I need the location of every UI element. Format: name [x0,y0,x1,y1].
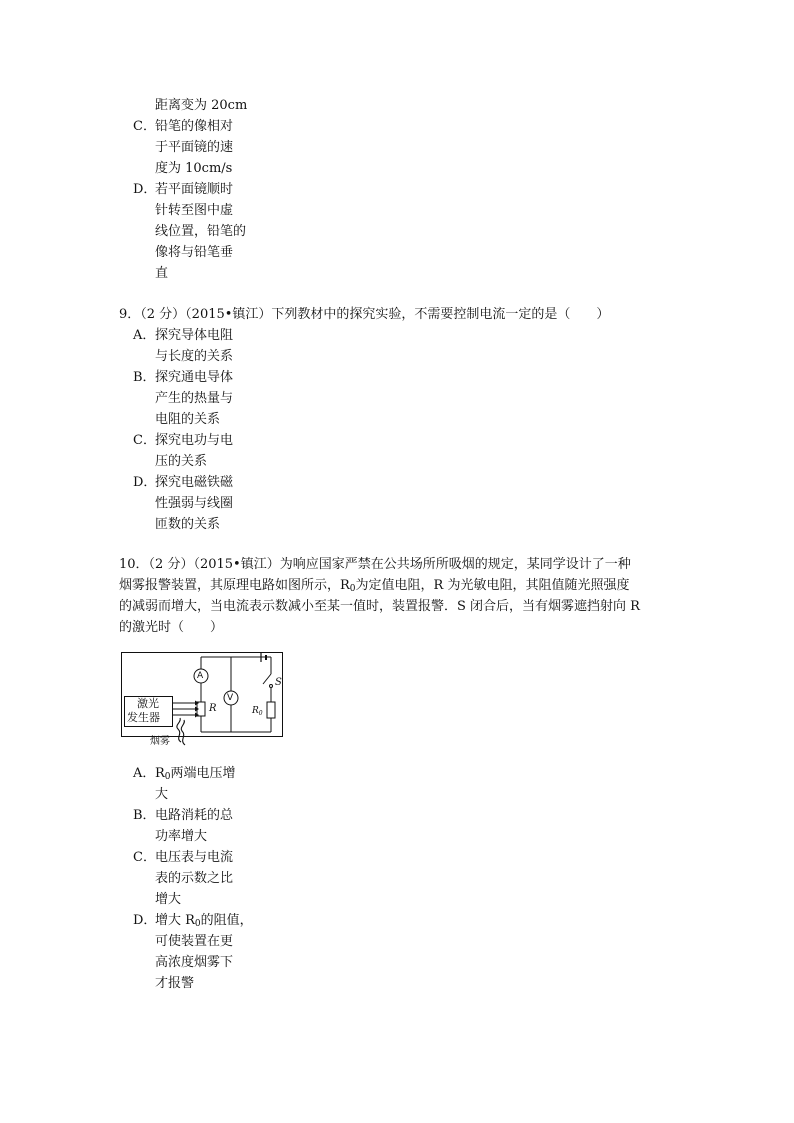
option-label: B． [133,370,156,385]
r0-sub: 0 [258,710,263,717]
q8-option-c [133,117,233,137]
option-text: 电压表与电流 [155,850,234,865]
q8-option-d-line: 像将与铅笔垂 [155,245,234,260]
resistor-r0-label [252,704,263,721]
q9-option-a [133,326,233,346]
voltmeter-label: V [227,693,234,703]
q10-stem-line: 的激光时（ ） [119,620,224,635]
option-text: 电路消耗的总 [155,808,234,823]
q10-option-c [133,848,233,868]
q10-option-d [133,911,253,931]
option-label: A． [133,328,156,343]
q10-option-c-line: 增大 [155,892,182,907]
laser-label-line2: 发生器 [127,711,160,724]
q10-option-d-line: 才报警 [155,976,195,991]
q8-option-c-line: 于平面镜的速 [155,140,234,155]
option-text [155,766,236,781]
subscript: 0 [164,772,171,782]
q8-option-d [133,180,233,200]
option-label: C． [133,850,156,865]
q9-option-b-line: 电阻的关系 [155,412,221,427]
stem-text: 烟雾报警装置，其原理电路如图所示，R [119,578,350,593]
subscript: 0 [194,919,201,929]
r0-letter: R [252,706,259,716]
laser-label-line1: 激光 [137,697,159,710]
q9-option-c-line: 压的关系 [155,454,208,469]
q10-option-a [133,764,236,784]
q9-option-c [133,431,233,451]
option-label: D． [133,913,157,928]
q8-option-c-line: 度为 10cm/s [155,161,233,176]
q8-option-b-continuation: 距离变为 20cm [155,98,248,113]
option-text: 若平面镜顺时 [155,182,234,197]
q10-option-c-line: 表的示数之比 [155,871,234,886]
option-label: A． [133,766,156,781]
q10-stem-line: 10．（2 分）（2015•镇江）为响应国家严禁在公共场所所吸烟的规定，某同学设计了一种 [119,557,631,572]
q8-option-d-line: 针转至图中虚 [155,203,234,218]
text: 两端电压增 [170,766,236,781]
option-text: 探究导体电阻 [155,328,234,343]
option-text: 探究电功与电 [155,433,234,448]
q10-option-b [133,806,233,826]
q10-option-d-line: 可使装置在更 [155,934,234,949]
option-label: C． [133,119,156,134]
option-label: D． [133,182,157,197]
q9-option-b-line: 产生的热量与 [155,391,234,406]
q10-option-b-line: 功率增大 [155,829,208,844]
q9-option-b [133,368,233,388]
q8-option-d-line: 直 [155,266,169,281]
subscript: 0 [349,584,356,594]
q9-option-a-line: 与长度的关系 [155,349,234,364]
switch-label: S [275,677,282,688]
text: 的阻值， [200,913,253,928]
option-label: B． [133,808,156,823]
q9-option-d [133,473,233,493]
ammeter-label: A [197,671,204,681]
q10-stem-line: 的减弱而增大，当电流表示数减小至某一值时，装置报警．S 闭合后，当有烟雾遮挡射向 R [119,599,640,614]
q10-stem-line [119,576,629,596]
circuit-diagram [121,652,285,748]
resistor-r-label: R [209,703,217,714]
q9-option-d-line: 性强弱与线圈 [155,496,234,511]
q8-option-d-line: 线位置，铅笔的 [155,224,247,239]
q10-option-d-line: 高浓度烟雾下 [155,955,234,970]
stem-text: 为定值电阻，R 为光敏电阻，其阻值随光照强度 [355,578,630,593]
option-text [155,913,253,928]
text: 增大 R [155,913,195,928]
q9-stem: 9．（2 分）（2015•镇江）下列教材中的探究实验，不需要控制电流一定的是（ ） [119,307,610,322]
option-label: C． [133,433,156,448]
q9-option-d-line: 匝数的关系 [155,517,221,532]
q10-option-a-line: 大 [155,787,169,802]
option-text: 探究电磁铁磁 [155,475,234,490]
option-text: 探究通电导体 [155,370,234,385]
option-text: 铅笔的像相对 [155,119,234,134]
option-label: D． [133,475,157,490]
text: R [155,766,165,781]
smoke-label: 烟雾 [150,736,170,747]
